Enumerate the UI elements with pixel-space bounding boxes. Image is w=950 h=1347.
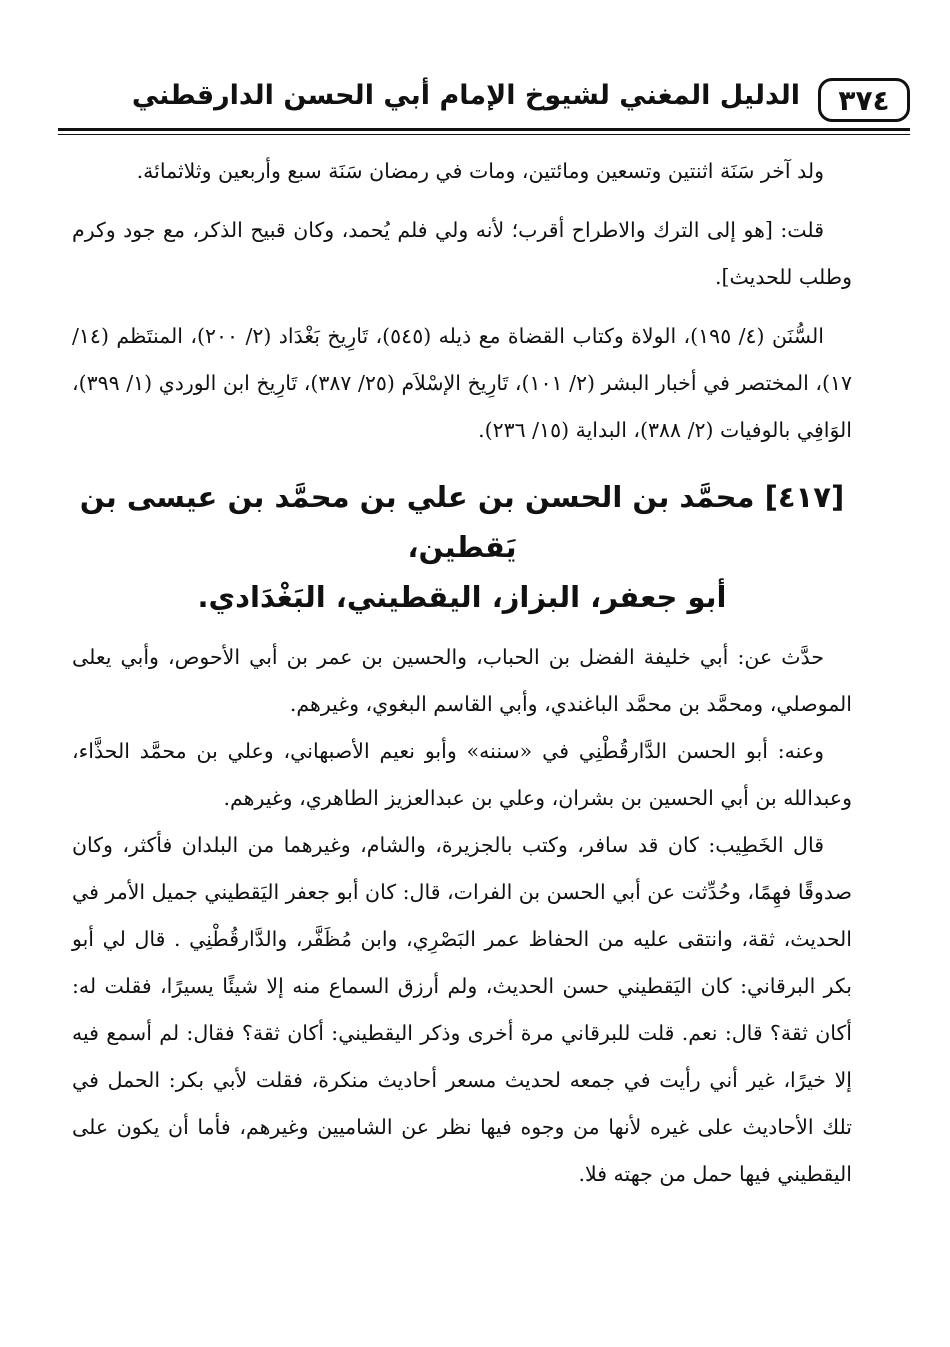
entry-heading	[72, 472, 852, 622]
paragraph-sources: السُّنَن (٤/ ١٩٥)، الولاة وكتاب القضاة مع ذيله (٥٤٥)، تَارِيخ بَغْدَاد (٢/ ٢٠٠)، المنتَظم (١٤/ ١٧)، المختصر في أخبار البشر (٢/ ١٠١)، تَارِيخ الإسْلاَم (٢٥/ ٣٨٧)، تَارِيخ ابن الوردي (١/ ٣٩٩)، الوَافِي بالوفيات (٢/ ٣٨٨)، البداية (١٥/ ٢٣٦).	[72, 324, 852, 442]
header-rule-thin	[58, 134, 910, 135]
paragraph-khatib-quote: قال الخَطِيب: كان قد سافر، وكتب بالجزيرة، والشام، وغيرهما من البلدان فأكثر، وكان صدوقًا فهِمًا، وحُدِّثت عن أبي الحسن بن الفرات، قال: كان أبو جعفر اليَقطيني جميل الأمر في الحديث، ثقة، وانتقى عليه من الحفاظ عمر البَصْرِي، وابن مُظَفَّر، والدَّارقُطْنِي . قال لي أبو بكر البرقاني: كان اليَقطيني حسن الحديث، ولم أرزق السماع منه إلا شيئًا يسيرًا، فقلت له: أكان ثقة؟ قال: نعم. قلت للبرقاني مرة أخرى وذكر اليقطيني: أكان ثقة؟ فقال: لم أسمع فيه إلا خيرًا، غير أني رأيت في جمعه لحديث مسعر أحاديث منكرة، فقلت لأبي بكر: الحمل في تلك الأحاديث على غيره لأنها من وجوه فيها نظر عن الشاميين وغيرهم، فأما أن يكون على اليقطيني فيها حمل من جهته فلا.	[72, 833, 852, 1186]
paragraph-birth-death: ولد آخر سَنَة اثنتين وتسعين ومائتين، ومات في رمضان سَنَة سبع وأربعين وثلاثمائة.	[136, 159, 824, 183]
paragraph-author-note: قلت: [هو إلى الترك والاطراح أقرب؛ لأنه ولي فلم يُحمد، وكان قبيح الذكر، مع جود وكرم وطلب للحديث].	[72, 218, 852, 289]
entry-heading-line1: [٤١٧] محمَّد بن الحسن بن علي بن محمَّد بن عيسى بن يَقطين،	[79, 480, 845, 564]
paragraph-narrated-from: حدَّث عن: أبي خليفة الفضل بن الحباب، والحسين بن عمر بن أبي الأحوص، وأبي يعلى الموصلي، ومحمَّد بن محمَّد الباغندي، وأبي القاسم البغوي، وغيرهم.	[72, 645, 852, 716]
book-title: الدليل المغني لشيوخ الإمام أبي الحسن الدارقطني	[131, 80, 800, 111]
header-rule	[58, 128, 910, 131]
page-header	[58, 72, 910, 142]
page-content	[72, 148, 852, 1198]
entry-heading-line2: أبو جعفر، البزاز، اليقطيني، البَغْدَادي.	[197, 580, 727, 614]
page-number: ٣٧٤	[818, 78, 910, 122]
paragraph-narrated-by: وعنه: أبو الحسن الدَّارقُطْنِي في «سننه» وأبو نعيم الأصبهاني، وعلي بن محمَّد الحذَّاء، وعبدالله بن أبي الحسين بن بشران، وعلي بن عبدالعزيز الطاهري، وغيرهم.	[72, 739, 852, 810]
